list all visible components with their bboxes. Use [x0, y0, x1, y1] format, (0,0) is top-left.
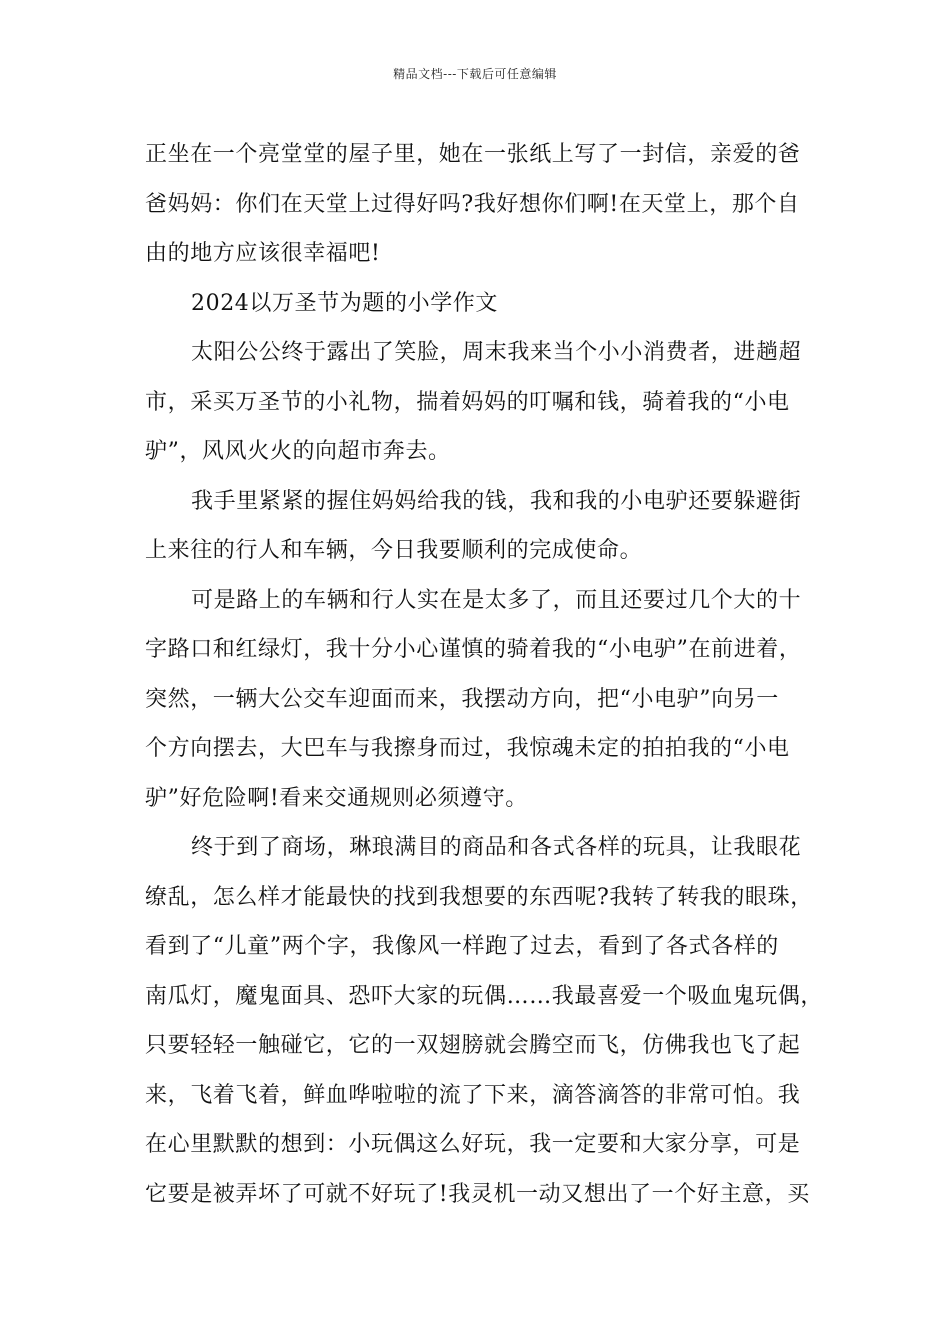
paragraph-traffic — [145, 576, 809, 824]
paragraph-intro — [145, 328, 809, 477]
text-line: 上来往的行人和车辆，今日我要顺利的完成使命。 — [145, 538, 643, 563]
text-line: 由的地方应该很幸福吧! — [145, 241, 381, 266]
text-line: 爸妈妈：你们在天堂上过得好吗?我好想你们啊!在天堂上，那个自 — [145, 191, 800, 217]
document-body — [145, 130, 824, 1219]
essay-title — [145, 279, 809, 329]
text-line: 缭乱，怎么样才能最快的找到我想要的东西呢?我转了转我的眼珠， — [145, 884, 813, 910]
text-line: 字路口和红绿灯，我十分小心谨慎的骑着我的“小电驴”在前进着， — [145, 637, 802, 662]
text-line: 看到了“儿童”两个字，我像风一样跑了过去，看到了各式各样的 — [145, 934, 779, 959]
text-line: 来，飞着飞着，鲜血哗啦啦的流了下来，滴答滴答的非常可怕。我 — [145, 1082, 801, 1108]
text-line: 市，采买万圣节的小礼物，揣着妈妈的叮嘱和钱，骑着我的“小电 — [145, 389, 790, 415]
text-line: 驴”好危险啊!看来交通规则必须遵守。 — [145, 785, 528, 811]
text-line: 驴”，风风火火的向超市奔去。 — [145, 439, 451, 464]
paragraph-mall — [145, 823, 824, 1219]
text-line: 2024以万圣节为题的小学作文 — [191, 290, 498, 316]
text-line: 只要轻轻一触碰它，它的一双翅膀就会腾空而飞，仿佛我也飞了起 — [145, 1033, 801, 1058]
text-line: 个方向摆去，大巴车与我擦身而过，我惊魂未定的拍拍我的“小电 — [145, 736, 790, 761]
text-line: 南瓜灯，魔鬼面具、恐吓大家的玩偶……我最喜爱一个吸血鬼玩偶， — [145, 983, 824, 1009]
text-line: 太阳公公终于露出了笑脸，周末我来当个小小消费者，进趟超 — [191, 340, 802, 365]
paragraph-money — [145, 477, 809, 576]
text-line: 在心里默默的想到：小玩偶这么好玩，我一定要和大家分享，可是 — [145, 1132, 801, 1157]
text-line: 终于到了商场，琳琅满目的商品和各式各样的玩具，让我眼花 — [191, 835, 802, 860]
paragraph-letter-continuation — [145, 130, 809, 279]
text-line: 正坐在一个亮堂堂的屋子里，她在一张纸上写了一封信，亲爱的爸 — [145, 142, 801, 167]
page-header: 精品文档---下载后可任意编辑 — [393, 67, 557, 81]
text-line: 可是路上的车辆和行人实在是太多了，而且还要过几个大的十 — [191, 587, 802, 613]
text-line: 我手里紧紧的握住妈妈给我的钱，我和我的小电驴还要躲避街 — [191, 488, 802, 514]
text-line: 它要是被弄坏了可就不好玩了!我灵机一动又想出了一个好主意，买 — [145, 1181, 810, 1207]
text-line: 突然，一辆大公交车迎面而来，我摆动方向，把“小电驴”向另一 — [145, 686, 779, 712]
